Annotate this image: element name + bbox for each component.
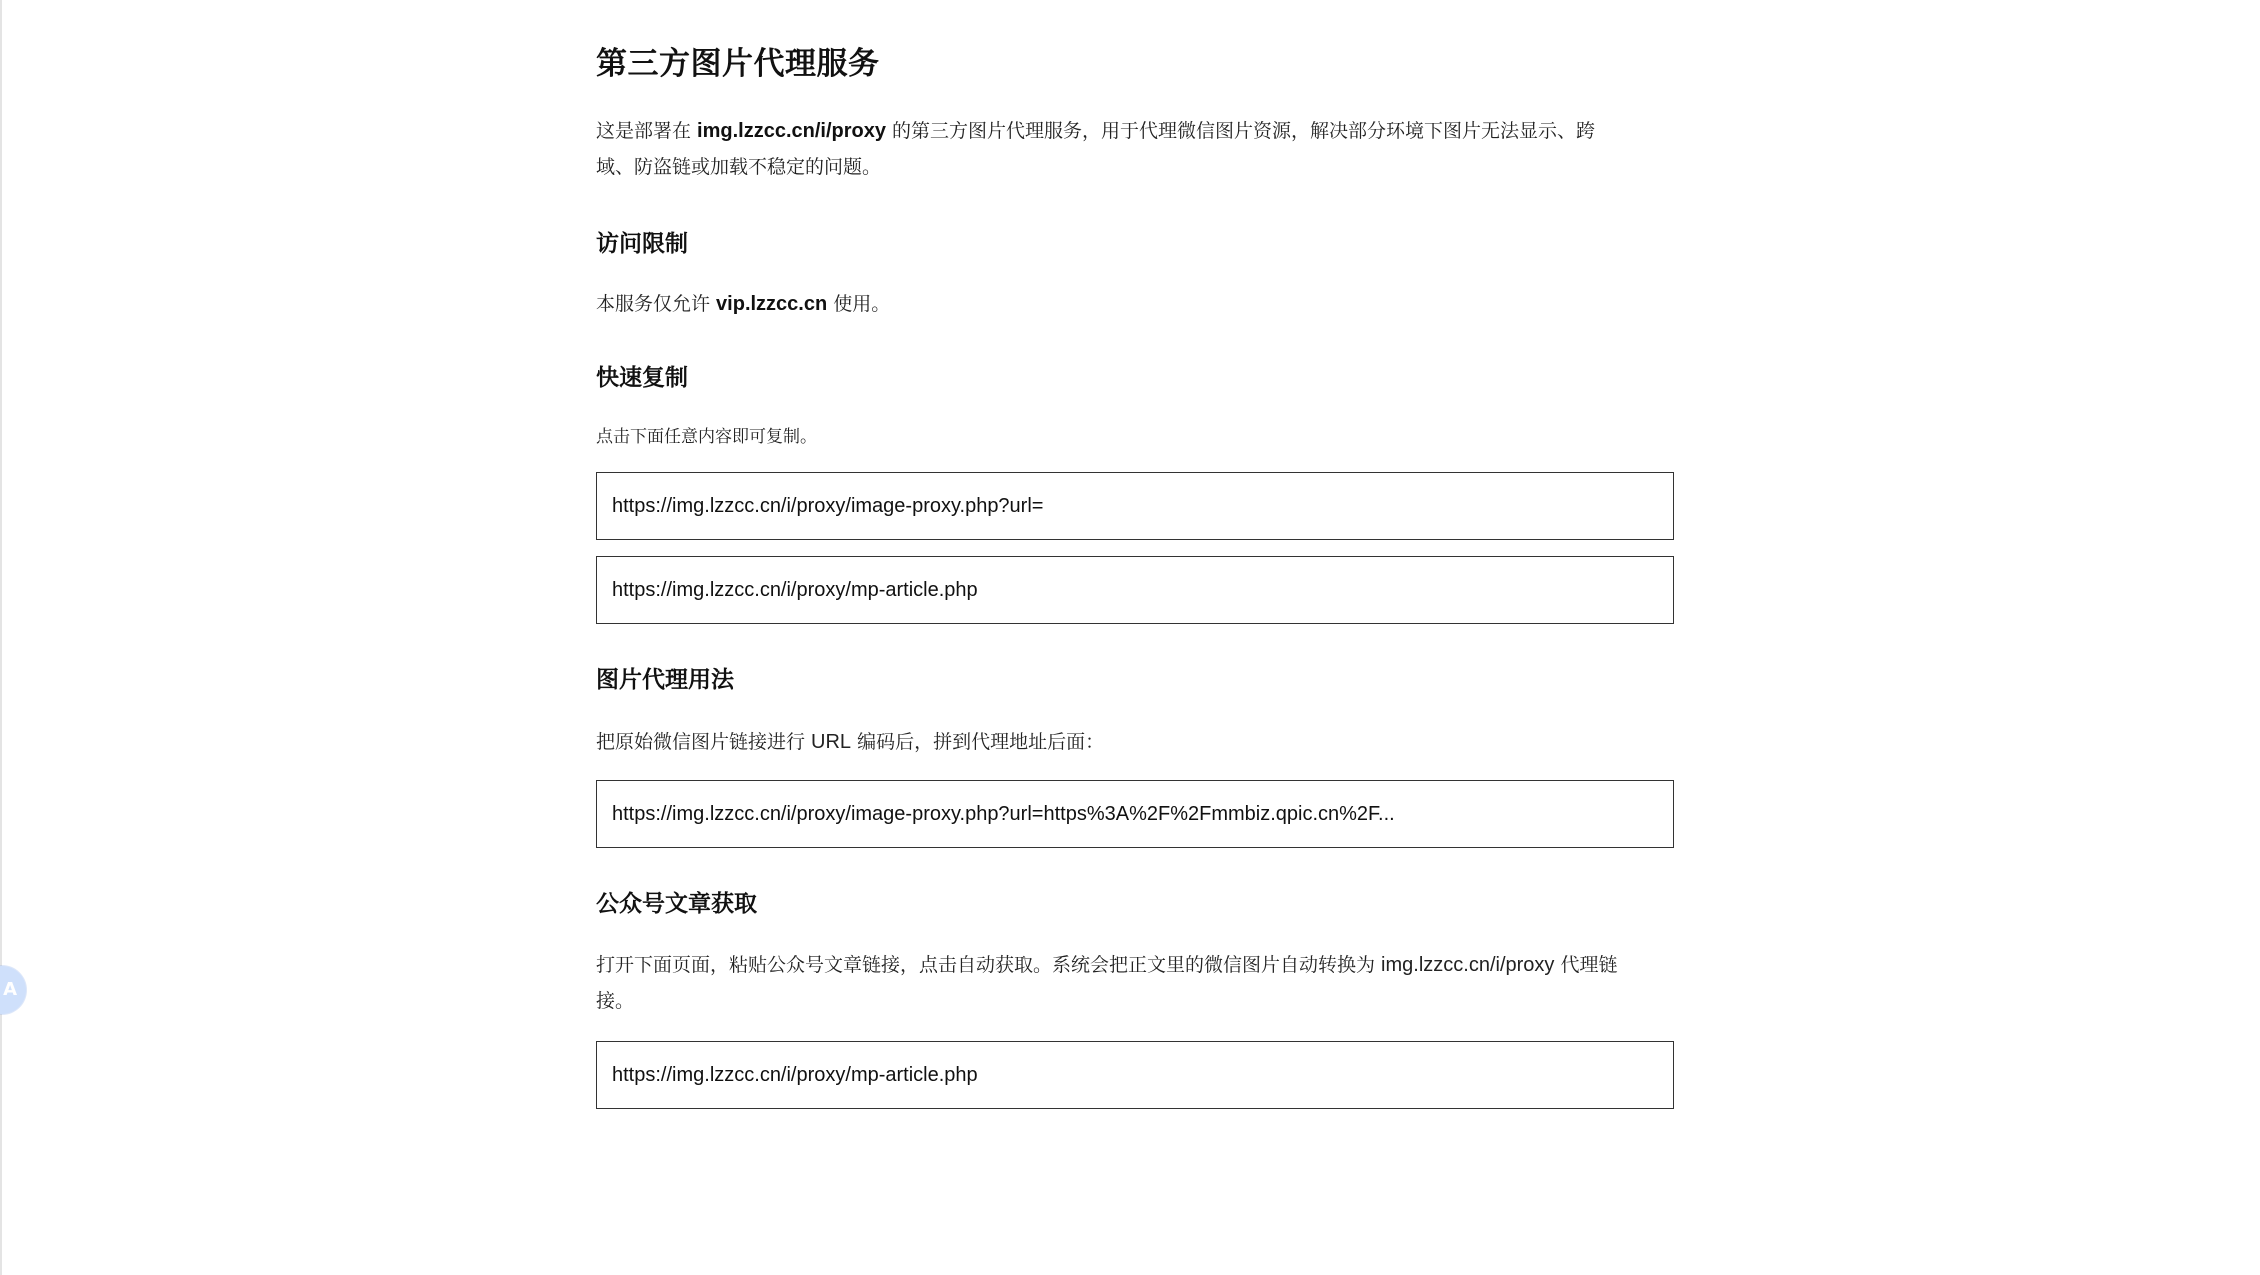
intro-line1-rest: 的第三方图片代理服务，用于代理微信图片资源，解决部分环境下图片无法显示、跨 bbox=[886, 120, 1596, 142]
translate-icon: A bbox=[3, 979, 17, 1000]
intro-host: img.lzzcc.cn/i/proxy bbox=[697, 120, 886, 142]
section-title-access: 访问限制 bbox=[596, 231, 688, 257]
copy-box-text: https://img.lzzcc.cn/i/proxy/mp-article.php bbox=[612, 1064, 978, 1086]
copy-box-usage-example[interactable] bbox=[596, 780, 1674, 848]
copy-box-text: https://img.lzzcc.cn/i/proxy/image-proxy.php?url= bbox=[612, 495, 1044, 517]
article-line1-host: img.lzzcc.cn/i/proxy bbox=[1381, 954, 1555, 976]
article-line2: 接。 bbox=[596, 990, 635, 1012]
window-left-edge bbox=[0, 0, 2, 1275]
quick-copy-hint: 点击下面任意内容即可复制。 bbox=[596, 427, 817, 447]
intro-line2: 域、防盗链或加载不稳定的问题。 bbox=[596, 156, 882, 178]
access-domain: vip.lzzcc.cn bbox=[716, 293, 828, 315]
usage-text-url: URL bbox=[811, 731, 852, 753]
copy-box-text: https://img.lzzcc.cn/i/proxy/image-proxy.php?url=https%3A%2F%2Fmmbiz.qpic.cn%2F... bbox=[612, 803, 1395, 825]
translate-float-button[interactable] bbox=[0, 966, 26, 1014]
copy-box-mp-article[interactable] bbox=[596, 556, 1674, 624]
copy-box-article-link[interactable] bbox=[596, 1041, 1674, 1109]
usage-text-before: 把原始微信图片链接进行 bbox=[596, 731, 812, 753]
copy-box-text: https://img.lzzcc.cn/i/proxy/mp-article.php bbox=[612, 579, 978, 601]
section-title-usage: 图片代理用法 bbox=[596, 667, 734, 693]
section-title-quick-copy: 快速复制 bbox=[596, 365, 688, 391]
intro-prefix: 这是部署在 bbox=[596, 120, 698, 142]
access-paragraph bbox=[596, 286, 1674, 322]
page-title: 第三方图片代理服务 bbox=[596, 46, 880, 82]
intro-paragraph bbox=[596, 113, 1674, 185]
usage-paragraph bbox=[596, 724, 1674, 760]
article-line1-after: 代理链 bbox=[1554, 954, 1618, 976]
access-prefix: 本服务仅允许 bbox=[596, 293, 717, 315]
usage-text-after: 编码后，拼到代理地址后面： bbox=[851, 731, 1105, 753]
article-line1-before: 打开下面页面，粘贴公众号文章链接，点击自动获取。系统会把正文里的微信图片自动转换为 bbox=[596, 954, 1382, 976]
section-title-article: 公众号文章获取 bbox=[596, 891, 757, 917]
access-suffix: 使用。 bbox=[827, 293, 891, 315]
article-paragraph bbox=[596, 947, 1674, 1019]
copy-box-image-proxy[interactable] bbox=[596, 472, 1674, 540]
